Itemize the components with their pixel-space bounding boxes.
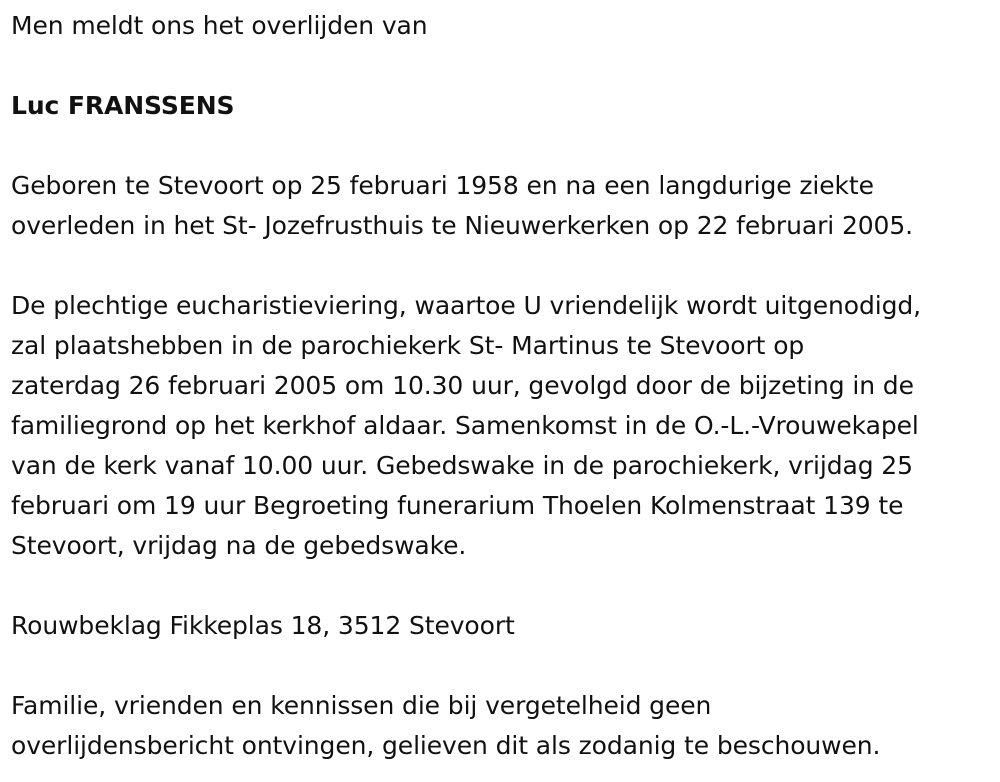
paragraph-gap — [11, 246, 1000, 286]
intro-line: Men meldt ons het overlijden van — [11, 11, 428, 40]
condolence-address: Rouwbeklag Fikkeplas 18, 3512 Stevoort — [11, 611, 515, 640]
deceased-name: Luc FRANSSENS — [11, 91, 235, 120]
paragraph-gap — [11, 46, 1000, 86]
birth-death-paragraph: Geboren te Stevoort op 25 februari 1958 en na een langdurige ziekte overleden in het St- Jozefrusthuis te Nieuwerkerken op 22 februari 2005. — [11, 171, 914, 240]
paragraph-gap — [11, 566, 1000, 606]
closing-paragraph: Familie, vrienden en kennissen die bij vergetelheid geen overlijdensbericht ontvingen, gelieven dit als zodanig te beschouwen. — [11, 691, 881, 760]
ceremony-paragraph: De plechtige eucharistieviering, waartoe U vriendelijk wordt uitgenodigd, zal plaatshebben in de parochiekerk St- Martinus te Stevoort op zaterdag 26 februari 2005 om 10.30 uur, gevolgd door de bijzeting in de familiegrond op het kerkhof aldaar. Samenkomst in de O.-L.-Vrouwekapel van de kerk vanaf 10.00 uur. Gebedswake in de parochiekerk, vrijdag 25 februari om 19 uur Begroeting funerarium Thoelen Kolmenstraat 139 te Stevoort, vrijdag na de gebedswake. — [11, 291, 921, 560]
paragraph-gap — [11, 646, 1000, 686]
paragraph-gap — [11, 126, 1000, 166]
